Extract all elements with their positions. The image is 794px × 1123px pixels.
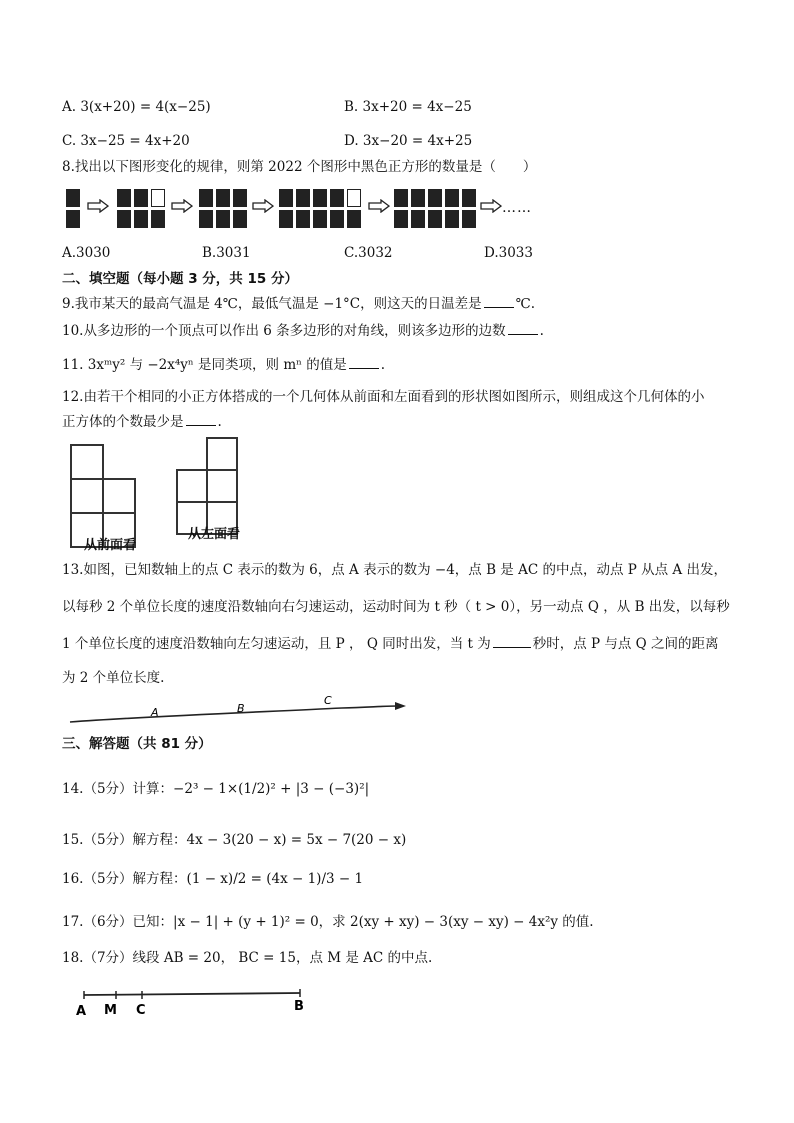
pattern-group-4 xyxy=(279,189,361,231)
answer-blank xyxy=(186,413,216,426)
q8-option-a: A.3030 xyxy=(62,245,111,261)
q13-line-4: 为 2 个单位长度. xyxy=(62,670,165,686)
q7-option-d: D. 3x−20 = 4x+25 xyxy=(344,133,473,149)
point-a-label: A xyxy=(151,706,159,719)
q10-end: . xyxy=(539,323,544,339)
q10-question xyxy=(62,321,544,341)
number-line xyxy=(70,706,398,722)
view-square xyxy=(206,437,238,471)
section-2-heading: 二、填空题（每小题 3 分，共 15 分） xyxy=(62,271,298,287)
q18-question: 18.（7分）线段 AB = 20， BC = 15，点 M 是 AC 的中点. xyxy=(62,950,433,966)
q8-option-c: C.3032 xyxy=(344,245,393,261)
q11-end: . xyxy=(380,357,386,373)
arrow-right-icon xyxy=(87,199,109,213)
q13-line-1: 13.如图，已知数轴上的点 C 表示的数为 6，点 A 表示的数为 −4，点 B 是 AC 的中点，动点 P 从点 A 出发， xyxy=(62,562,727,578)
segment-figure xyxy=(72,985,322,1021)
q16-question: 16.（5分）解方程：(1 − x)/2 = (4x − 1)/3 − 1 xyxy=(62,871,364,887)
q9-question xyxy=(62,294,535,314)
q13-line-2: 以每秒 2 个单位长度的速度沿数轴向右匀速运动，运动时间为 t 秒（ t > 0），另一动点 Q ，从 B 出发，以每秒 xyxy=(62,599,730,615)
left-view-caption: 从左面看 xyxy=(188,527,241,542)
view-square xyxy=(206,469,238,503)
q17-question: 17.（6分）已知：|x − 1| + (y + 1)² = 0，求 2(xy + xy) − 3(xy − xy) − 4x²y 的值. xyxy=(62,914,594,930)
q7-option-a: A. 3(x+20) = 4(x−25) xyxy=(62,99,211,115)
q8-option-d: D.3033 xyxy=(484,245,533,261)
q15-question: 15.（5分）解方程：4x − 3(20 − x) = 5x − 7(20 − x) xyxy=(62,832,407,848)
point-c-label: C xyxy=(324,694,332,707)
q12-end: . xyxy=(217,414,222,430)
answer-blank xyxy=(508,322,538,335)
q7-option-c: C. 3x−25 = 4x+20 xyxy=(62,133,190,149)
point-m-label: M xyxy=(104,1003,117,1018)
view-square xyxy=(70,478,104,514)
q13-text: 1 个单位长度的速度沿数轴向左匀速运动，且 P ， Q 同时出发，当 t 为 xyxy=(62,636,491,652)
pattern-ellipsis: …… xyxy=(502,200,532,216)
point-c-label: C xyxy=(136,1003,146,1018)
arrow-right-icon xyxy=(480,199,502,213)
q12-line-1: 12.由若干个相同的小正方体搭成的一个几何体从前面和左面看到的形状图如图所示，则组成这个几何体的小 xyxy=(62,389,705,405)
pattern-group-3 xyxy=(199,189,247,231)
view-square xyxy=(176,469,208,503)
q11-question xyxy=(62,355,385,375)
pattern-group-1 xyxy=(66,189,80,231)
point-b-label: B xyxy=(294,999,304,1014)
answer-blank xyxy=(493,635,531,648)
q8-option-b: B.3031 xyxy=(202,245,251,261)
q11-text: 11. 3xᵐy² 与 −2x⁴yⁿ 是同类项，则 mⁿ 的值是 xyxy=(62,357,347,373)
q12-text: 正方体的个数最少是 xyxy=(62,414,184,430)
pattern-group-5 xyxy=(394,189,476,231)
q10-text: 10.从多边形的一个顶点可以作出 6 条多边形的对角线，则该多边形的边数 xyxy=(62,323,506,339)
view-square xyxy=(70,444,104,480)
number-line-figure xyxy=(62,688,412,728)
front-view-caption: 从前面看 xyxy=(84,538,137,553)
point-a-label: A xyxy=(76,1004,87,1019)
q13-line-3 xyxy=(62,634,719,654)
q9-text: 9.我市某天的最高气温是 4℃，最低气温是 −1°C，则这天的日温差是 xyxy=(62,296,482,312)
point-b-label: B xyxy=(237,702,245,715)
section-3-heading: 三、解答题（共 81 分） xyxy=(62,736,212,752)
view-square xyxy=(102,478,136,514)
q13-text-end: 秒时，点 P 与点 Q 之间的距离 xyxy=(532,636,719,652)
answer-blank xyxy=(484,295,514,308)
answer-blank xyxy=(349,356,379,369)
arrowhead-icon xyxy=(395,702,406,710)
q12-line-2 xyxy=(62,412,222,432)
arrow-right-icon xyxy=(252,199,274,213)
arrow-right-icon xyxy=(368,199,390,213)
q9-unit: ℃. xyxy=(515,296,536,312)
arrow-right-icon xyxy=(171,199,193,213)
q7-option-b: B. 3x+20 = 4x−25 xyxy=(344,99,472,115)
q8-question: 8.找出以下图形变化的规律，则第 2022 个图形中黑色正方形的数量是（ ） xyxy=(62,159,537,175)
pattern-group-2 xyxy=(117,189,165,231)
q14-question: 14.（5分）计算：−2³ − 1×(1/2)² + |3 − (−3)²| xyxy=(62,781,370,797)
